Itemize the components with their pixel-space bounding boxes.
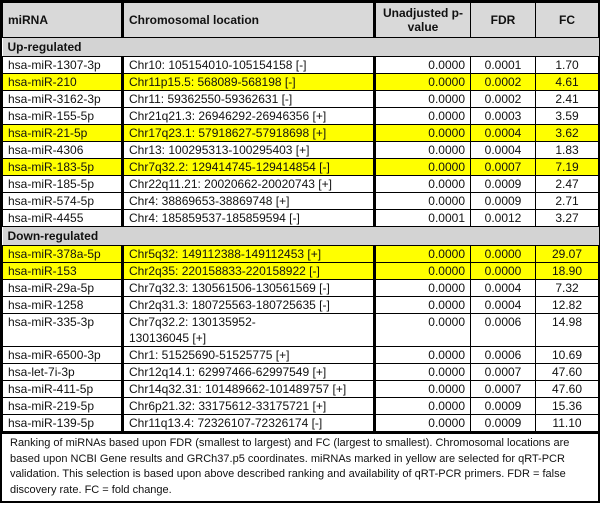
header-pvalue: Unadjusted p-value: [375, 3, 471, 38]
location-cell: Chr1: 51525690-51525775 [+]: [123, 347, 375, 364]
mirna-cell: hsa-miR-185-5p: [3, 176, 123, 193]
table-row: [3, 91, 599, 108]
pvalue-cell: 0.0000: [375, 91, 471, 108]
fc-cell: 47.60: [536, 364, 599, 381]
mirna-cell: hsa-miR-4455: [3, 210, 123, 227]
table-row: [3, 193, 599, 210]
fc-cell: 29.07: [536, 246, 599, 263]
location-cell: Chr4: 185859537-185859594 [-]: [123, 210, 375, 227]
location-cell: Chr10: 105154010-105154158 [-]: [123, 57, 375, 74]
fc-cell: 11.10: [536, 415, 599, 432]
fc-cell: 12.82: [536, 297, 599, 314]
fc-cell: 1.83: [536, 142, 599, 159]
mirna-cell: hsa-miR-21-5p: [3, 125, 123, 142]
location-cell: Chr13: 100295313-100295403 [+]: [123, 142, 375, 159]
fdr-cell: 0.0004: [471, 280, 536, 297]
table-row: [3, 415, 599, 432]
mirna-cell: hsa-miR-155-5p: [3, 108, 123, 125]
location-cell: Chr11q13.4: 72326107-72326174 [-]: [123, 415, 375, 432]
fc-cell: 7.19: [536, 159, 599, 176]
fdr-cell: 0.0012: [471, 210, 536, 227]
section-row: [3, 38, 599, 57]
fdr-cell: 0.0002: [471, 91, 536, 108]
fdr-cell: 0.0006: [471, 347, 536, 364]
mirna-cell: hsa-miR-183-5p: [3, 159, 123, 176]
section-label: Down-regulated: [3, 227, 599, 246]
footnote: Ranking of miRNAs based upon FDR (smallest to largest) and FC (largest to smallest). Chromosomal locations are based upon NCBI Gene results and GRCh37.p5 coordinates. miRNAs marked in yellow are selected for qRT-PCR validation. This selection is based upon above described ranking and availability of qRT-PCR primers. FDR = false discovery rate. FC = fold change.: [2, 432, 598, 501]
section-row: [3, 227, 599, 246]
pvalue-cell: 0.0000: [375, 314, 471, 347]
table-row: [3, 364, 599, 381]
pvalue-cell: 0.0000: [375, 297, 471, 314]
location-cell: Chr14q32.31: 101489662-101489757 [+]: [123, 381, 375, 398]
section-label: Up-regulated: [3, 38, 599, 57]
location-cell: Chr7q32.2: 129414745-129414854 [-]: [123, 159, 375, 176]
fc-cell: 4.61: [536, 74, 599, 91]
mirna-cell: hsa-miR-153: [3, 263, 123, 280]
fdr-cell: 0.0007: [471, 364, 536, 381]
fc-cell: 2.47: [536, 176, 599, 193]
fdr-cell: 0.0000: [471, 246, 536, 263]
table-row: [3, 57, 599, 74]
fc-cell: 14.98: [536, 314, 599, 347]
table-row: [3, 314, 599, 347]
pvalue-cell: 0.0000: [375, 415, 471, 432]
mirna-cell: hsa-miR-139-5p: [3, 415, 123, 432]
pvalue-cell: 0.0000: [375, 159, 471, 176]
location-cell: Chr11: 59362550-59362631 [-]: [123, 91, 375, 108]
fdr-cell: 0.0004: [471, 142, 536, 159]
location-cell: Chr22q11.21: 20020662-20020743 [+]: [123, 176, 375, 193]
fdr-cell: 0.0001: [471, 57, 536, 74]
pvalue-cell: 0.0000: [375, 125, 471, 142]
pvalue-cell: 0.0000: [375, 263, 471, 280]
pvalue-cell: 0.0000: [375, 364, 471, 381]
pvalue-cell: 0.0000: [375, 398, 471, 415]
fc-cell: 2.41: [536, 91, 599, 108]
pvalue-cell: 0.0000: [375, 246, 471, 263]
pvalue-cell: 0.0000: [375, 176, 471, 193]
fc-cell: 10.69: [536, 347, 599, 364]
pvalue-cell: 0.0000: [375, 193, 471, 210]
fc-cell: 18.90: [536, 263, 599, 280]
pvalue-cell: 0.0000: [375, 74, 471, 91]
location-cell: Chr4: 38869653-38869748 [+]: [123, 193, 375, 210]
location-cell: Chr12q14.1: 62997466-62997549 [+]: [123, 364, 375, 381]
fdr-cell: 0.0002: [471, 74, 536, 91]
fc-cell: 47.60: [536, 381, 599, 398]
fc-cell: 1.70: [536, 57, 599, 74]
table-row: [3, 74, 599, 91]
table-row: [3, 246, 599, 263]
table-row: [3, 142, 599, 159]
fdr-cell: 0.0004: [471, 297, 536, 314]
fc-cell: 3.27: [536, 210, 599, 227]
table-row: [3, 108, 599, 125]
fc-cell: 3.62: [536, 125, 599, 142]
mirna-cell: hsa-miR-4306: [3, 142, 123, 159]
mirna-cell: hsa-miR-219-5p: [3, 398, 123, 415]
fdr-cell: 0.0009: [471, 176, 536, 193]
mirna-cell: hsa-miR-210: [3, 74, 123, 91]
fc-cell: 3.59: [536, 108, 599, 125]
table-row: [3, 125, 599, 142]
table-row: [3, 210, 599, 227]
pvalue-cell: 0.0001: [375, 210, 471, 227]
pvalue-cell: 0.0000: [375, 108, 471, 125]
mirna-cell: hsa-let-7i-3p: [3, 364, 123, 381]
mirna-cell: hsa-miR-378a-5p: [3, 246, 123, 263]
table-row: [3, 280, 599, 297]
mirna-cell: hsa-miR-411-5p: [3, 381, 123, 398]
table-row: [3, 263, 599, 280]
pvalue-cell: 0.0000: [375, 347, 471, 364]
table-row: [3, 176, 599, 193]
table-row: [3, 159, 599, 176]
mirna-cell: hsa-miR-29a-5p: [3, 280, 123, 297]
header-fdr: FDR: [471, 3, 536, 38]
table-row: [3, 381, 599, 398]
header-row: [3, 3, 599, 38]
location-cell: Chr7q32.3: 130561506-130561569 [-]: [123, 280, 375, 297]
location-cell: Chr7q32.2: 130135952-130136045 [+]: [123, 314, 375, 347]
location-cell: Chr11p15.5: 568089-568198 [-]: [123, 74, 375, 91]
mirna-table: [2, 2, 599, 432]
fdr-cell: 0.0000: [471, 263, 536, 280]
fdr-cell: 0.0004: [471, 125, 536, 142]
fdr-cell: 0.0006: [471, 314, 536, 347]
location-cell: Chr6p21.32: 33175612-33175721 [+]: [123, 398, 375, 415]
table-row: [3, 297, 599, 314]
fdr-cell: 0.0003: [471, 108, 536, 125]
location-cell: Chr21q21.3: 26946292-26946356 [+]: [123, 108, 375, 125]
header-fc: FC: [536, 3, 599, 38]
location-cell: Chr5q32: 149112388-149112453 [+]: [123, 246, 375, 263]
table-row: [3, 347, 599, 364]
fc-cell: 15.36: [536, 398, 599, 415]
mirna-cell: hsa-miR-335-3p: [3, 314, 123, 347]
location-cell: Chr2q31.3: 180725563-180725635 [-]: [123, 297, 375, 314]
fc-cell: 2.71: [536, 193, 599, 210]
fdr-cell: 0.0009: [471, 193, 536, 210]
table-row: [3, 398, 599, 415]
mirna-cell: hsa-miR-3162-3p: [3, 91, 123, 108]
fdr-cell: 0.0007: [471, 381, 536, 398]
header-mirna: miRNA: [3, 3, 123, 38]
pvalue-cell: 0.0000: [375, 142, 471, 159]
pvalue-cell: 0.0000: [375, 381, 471, 398]
fdr-cell: 0.0009: [471, 415, 536, 432]
fdr-cell: 0.0007: [471, 159, 536, 176]
mirna-cell: hsa-miR-6500-3p: [3, 347, 123, 364]
pvalue-cell: 0.0000: [375, 57, 471, 74]
fc-cell: 7.32: [536, 280, 599, 297]
location-cell: Chr2q35: 220158833-220158922 [-]: [123, 263, 375, 280]
header-location: Chromosomal location: [123, 3, 375, 38]
mirna-cell: hsa-miR-1307-3p: [3, 57, 123, 74]
location-cell: Chr17q23.1: 57918627-57918698 [+]: [123, 125, 375, 142]
table-body: [3, 38, 599, 432]
mirna-cell: hsa-miR-574-5p: [3, 193, 123, 210]
pvalue-cell: 0.0000: [375, 280, 471, 297]
fdr-cell: 0.0009: [471, 398, 536, 415]
mirna-cell: hsa-miR-1258: [3, 297, 123, 314]
